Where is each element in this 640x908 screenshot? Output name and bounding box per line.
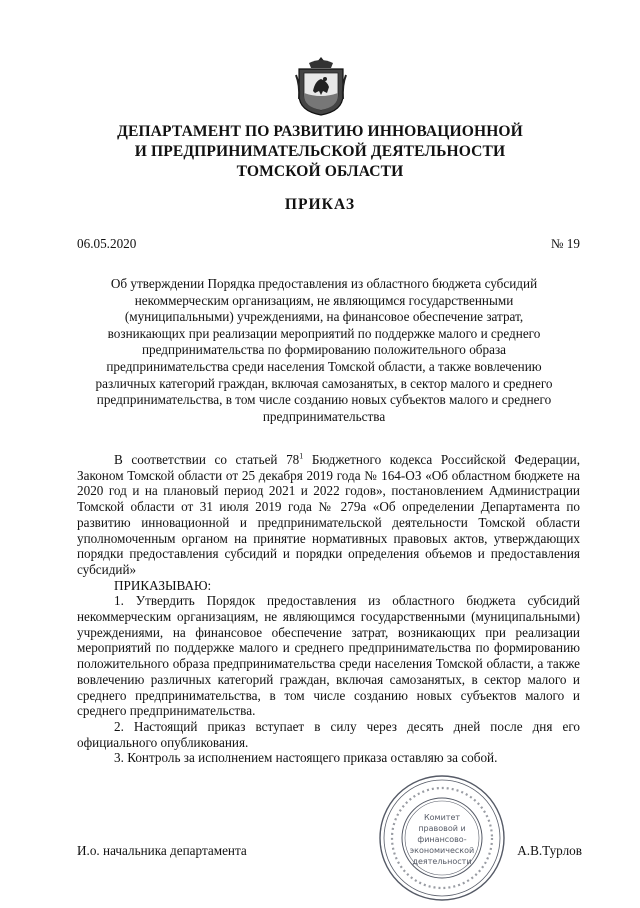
order-item-2: 2. Настоящий приказ вступает в силу через десять дней после дня его официального опубликования. [77,718,580,750]
preamble-part-1: В соответствии со статьей 78 [114,452,300,467]
coat-of-arms-emblem [295,55,347,117]
order-subject: Об утверждении Порядка предоставления из областного бюджета субсидий некоммерческим организациям, не являющимся государственными (муниципальными) учреждениями, на финансовое обеспечение затрат, возникающих при реализации мероприятий по поддержке малого и среднего предпринимательства по формированию положительного образа предпринимательства среди населения Томской области, а также вовлечению различных категорий граждан, включая самозанятых, в сектор малого и среднего предпринимательства, в том числе созданию новых субъектов малого и среднего предпринимательства [95,276,553,424]
preamble-superscript: 1 [299,451,304,461]
department-header [40,122,600,182]
seal-line-3: финансово- [417,835,467,844]
order-date: 06.05.2020 [77,236,137,251]
order-word: ПРИКАЗЫВАЮ: [114,577,212,593]
order-body [77,452,580,766]
preamble-paragraph [77,452,580,578]
official-seal-stamp [372,768,512,908]
header-line-2: И ПРЕДПРИНИМАТЕЛЬСКОЙ ДЕЯТЕЛЬНОСТИ [134,143,506,160]
order-item-3: 3. Контроль за исполнением настоящего приказа оставляю за собой. [114,750,498,766]
seal-line-4: экономической [409,846,475,855]
signature-name: А.В.Турлов [517,843,582,858]
header-line-1: ДЕПАРТАМЕНТ ПО РАЗВИТИЮ ИННОВАЦИОННОЙ [117,123,523,140]
signature-position: И.о. начальника департамента [77,843,247,858]
seal-line-5: деятельности [412,857,472,866]
seal-line-1: Комитет [423,813,461,822]
header-line-3: ТОМСКОЙ ОБЛАСТИ [236,163,404,180]
preamble-part-2: Бюджетного кодекса Российской Федерации, Законом Томской области от 25 декабря 2019 года № 164-ОЗ «Об областном бюджете на 2020 год и на плановый период 2021 и 2022 годов», постановлением Администрации Томской области от 31 июля 2019 года № 279а «Об определении Департамента по развитию инновационной и предпринимательской деятельности Томской области уполномоченным органом на принятие нормативных правовых актов, утверждающих порядки предоставления субсидий и порядки определения объемов и предоставления субсидий» [77,452,580,577]
seal-line-2: правовой и [418,824,466,833]
order-item-1: 1. Утвердить Порядок предоставления из областного бюджета субсидий некоммерческим организациям, не являющимся государственными (муниципальными) учреждениями, на финансовое обеспечение затрат, возникающих при реализации мероприятий по поддержке малого и среднего предпринимательства по формированию положительного образа предпринимательства среди населения Томской области, а также вовлечению различных категорий граждан, включая самозанятых, в сектор малого и среднего предпринимательства, в том числе созданию новых субъектов малого и среднего предпринимательства. [77,593,580,719]
order-number: № 19 [550,236,580,251]
order-title: ПРИКАЗ [284,196,356,213]
